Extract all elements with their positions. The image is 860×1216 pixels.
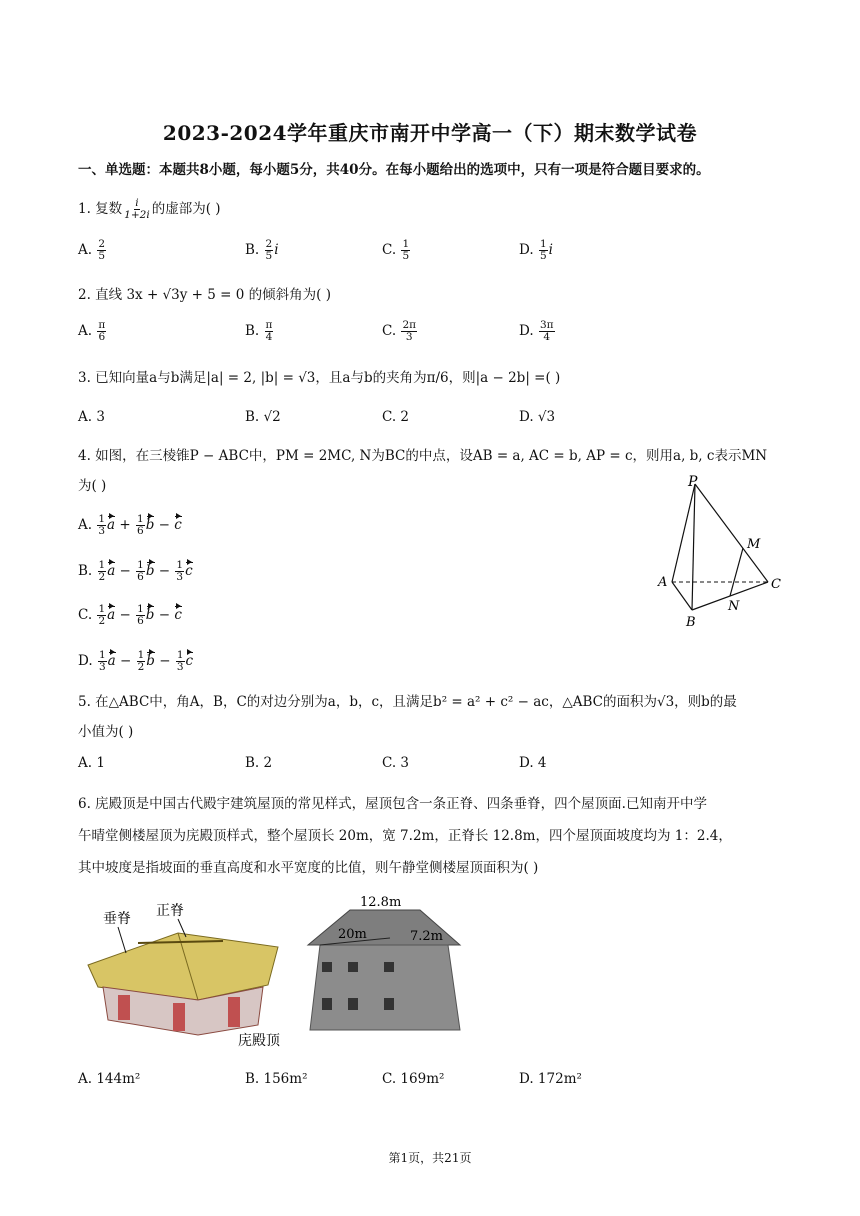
label-c: C — [771, 577, 781, 592]
q6-option-c: C. 169m² — [382, 1071, 445, 1087]
fraction: $\frac{i}{1+2i}$ — [124, 197, 150, 221]
q1-option-b: B. $\frac{2}{5}$ i — [245, 238, 279, 262]
caption-wudian: 庑殿顶 — [238, 1033, 280, 1049]
question-6-line-1: 6. 庑殿顶是中国古代殿宇建筑屋顶的常见样式，屋顶包含一条正脊、四条垂脊，四个屋顶面.已知南开中学 — [78, 796, 707, 812]
q4-option-b: B. $\frac{1}{2}$ a − $\frac{1}{6}$ b − $\frac{1}{3}$ c — [78, 559, 193, 583]
side-building-photo — [300, 890, 470, 1035]
question-4-line-1: 4. 如图，在三棱锥P − ABC中，PM = 2MC, N为BC的中点，设AB = a, AC = b, AP = c，则用a, b, c表示MN — [78, 448, 768, 464]
q5-option-c: C. 3 — [382, 755, 410, 771]
label-n: N — [728, 599, 740, 614]
question-4-line-2: 为( ) — [78, 478, 107, 494]
question-6-line-3: 其中坡度是指坡面的垂直高度和水平宽度的比值，则午静堂侧楼屋顶面积为( ) — [78, 860, 539, 876]
q3-option-b: B. √2 — [245, 409, 281, 425]
q1-option-a: A. $\frac{2}{5}$ — [78, 238, 106, 262]
page-footer: 第1页，共21页 — [388, 1151, 472, 1165]
label-m: M — [747, 537, 761, 552]
q2-option-b: B. $\frac{\pi}{4}$ — [245, 319, 273, 343]
q6-option-b: B. 156m² — [245, 1071, 308, 1087]
label-length: 20m — [338, 927, 367, 942]
question-1: 1. 复数 $\frac{i}{1+2i}$ 的虚部为( ) — [78, 197, 221, 221]
q4-option-d: D. $\frac{1}{3}$ a − $\frac{1}{2}$ b − $\frac{1}{3}$ c — [78, 649, 194, 673]
question-5-line-2: 小值为( ) — [78, 724, 134, 740]
q5-option-b: B. 2 — [245, 755, 273, 771]
label-width: 7.2m — [410, 929, 444, 944]
q5-option-a: A. 1 — [78, 755, 105, 771]
q1-option-c: C. $\frac{1}{5}$ — [382, 238, 410, 262]
q1-option-d: D. $\frac{1}{5}$ i — [519, 238, 553, 262]
page-title: 2023-2024学年重庆市南开中学高一（下）期末数学试卷 — [162, 121, 698, 145]
label-p: P — [688, 474, 698, 490]
label-b: B — [686, 615, 696, 630]
section-heading: 一、单选题：本题共8小题，每小题5分，共40分。在每小题给出的选项中，只有一项是符合题目要求的。 — [78, 162, 710, 178]
label-a: A — [658, 575, 668, 590]
label-chuiji: 垂脊 — [103, 911, 131, 927]
q2-option-d: D. $\frac{3\pi}{4}$ — [519, 319, 554, 343]
q6-option-d: D. 172m² — [519, 1071, 582, 1087]
q3-option-c: C. 2 — [382, 409, 410, 425]
label-ridge-length: 12.8m — [360, 895, 402, 910]
question-5-line-1: 5. 在△ABC中，角A，B，C的对边分别为a，b，c，且满足b² = a² + c² − ac，△ABC的面积为√3，则b的最 — [78, 694, 737, 710]
q4-option-a: A. $\frac{1}{3}$ a + $\frac{1}{6}$ b − c — [78, 513, 182, 537]
tetrahedron-figure — [650, 470, 790, 630]
question-2: 2. 直线 3x + √3y + 5 = 0 的倾斜角为( ) — [78, 287, 331, 303]
q3-option-a: A. 3 — [78, 409, 105, 425]
question-6-line-2: 午晴堂侧楼屋顶为庑殿顶样式，整个屋顶长 20m，宽 7.2m，正脊长 12.8m，四个屋顶面坡度均为 1：2.4， — [78, 828, 732, 844]
q3-option-d: D. √3 — [519, 409, 556, 425]
label-zhengji: 正脊 — [156, 903, 184, 919]
q2-option-a: A. $\frac{\pi}{6}$ — [78, 319, 106, 343]
q4-option-c: C. $\frac{1}{2}$ a − $\frac{1}{6}$ b − c — [78, 603, 182, 627]
q2-option-c: C. $\frac{2\pi}{3}$ — [382, 319, 417, 343]
wudian-roof-illustration — [78, 895, 298, 1055]
q6-option-a: A. 144m² — [78, 1071, 141, 1087]
q5-option-d: D. 4 — [519, 755, 547, 771]
question-3: 3. 已知向量a与b满足|a| = 2, |b| = √3，且a与b的夹角为π/6，则|a − 2b| =( ) — [78, 370, 561, 386]
